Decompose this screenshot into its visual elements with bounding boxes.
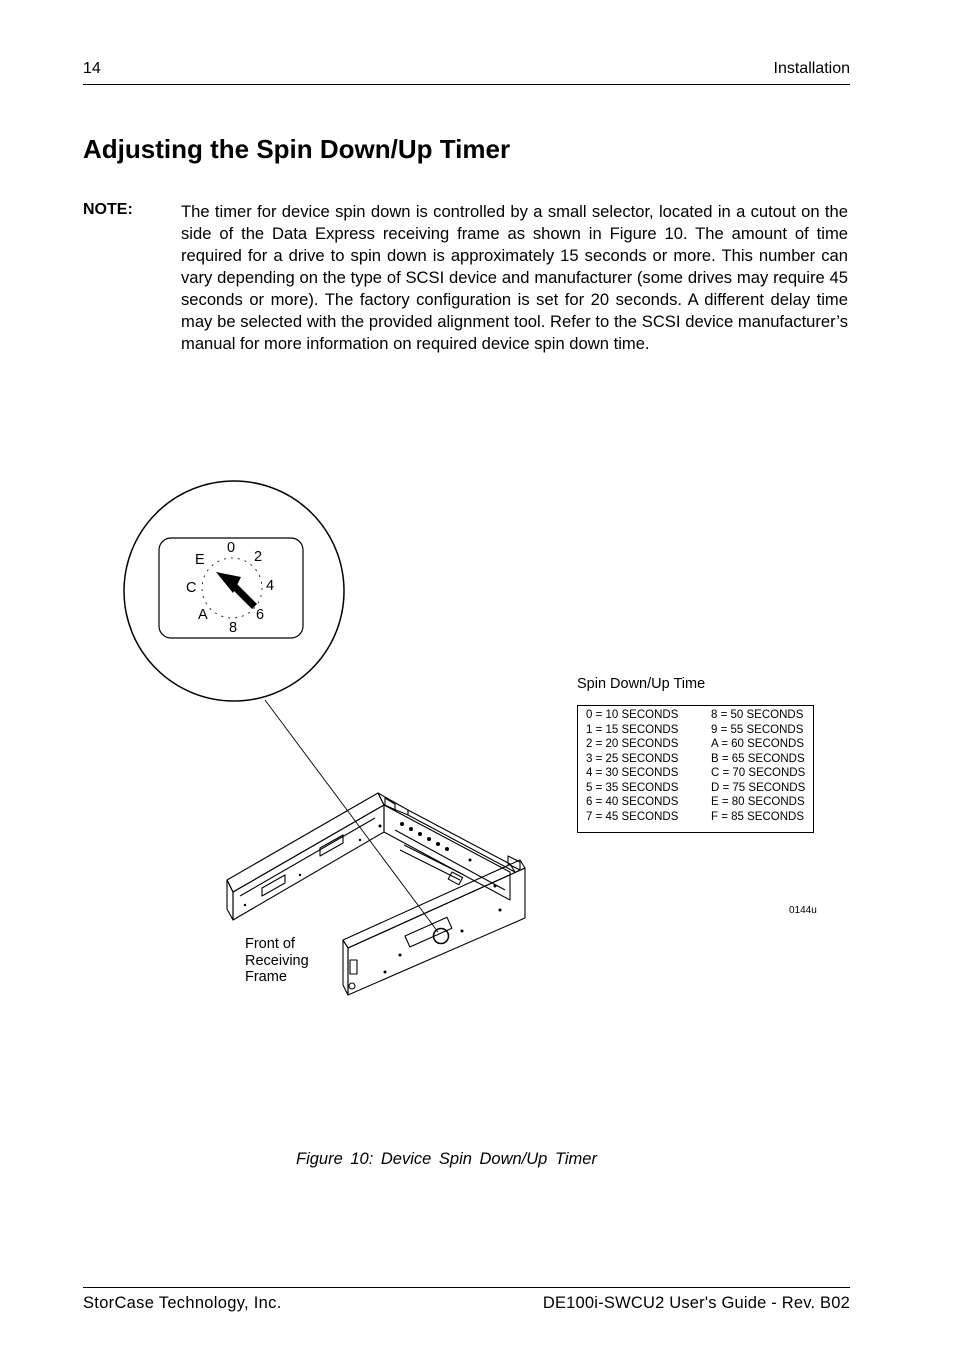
dial-label-2: 2 [254,549,263,565]
front-label-line: Front of [245,936,295,952]
footer-company: StorCase Technology, Inc. [83,1294,282,1312]
section-title: Installation [773,60,850,77]
table-row: 9 = 55 SECONDS [711,723,804,736]
dial-label-4: 4 [266,578,275,594]
table-row: F = 85 SECONDS [711,810,804,823]
dial-label-e: E [195,552,205,568]
table-row: 0 = 10 SECONDS [586,709,679,721]
note-text: The timer for device spin down is controlled by a small selector, located in a cutout on the side of the Data Express receiving frame as shown in Figure 10. The amount of time required for a drive to spin down is approximately 15 seconds or more. This number can vary depending on the type of SCSI device and manufacturer (some drives may require 45 seconds or more). The factory configuration is set for 20 seconds. A different delay time may be selected with the provided alignment tool. Refer to the SCSI device manufacturer’s manual for more information on required device spin down time. [181,202,848,353]
dial-label-c: C [186,580,197,596]
rotary-dial [202,558,262,618]
table-row: A = 60 SECONDS [711,738,804,750]
dial-label-0: 0 [227,540,236,556]
table-row: 2 = 20 SECONDS [586,738,679,750]
table-row: 3 = 25 SECONDS [586,752,679,765]
page-number: 14 [83,60,101,77]
footer-rule [83,1287,850,1288]
front-label-line: Receiving [245,952,309,969]
page-title: Adjusting the Spin Down/Up Timer [83,134,511,164]
table-row: 4 = 30 SECONDS [586,767,679,779]
table-row: 6 = 40 SECONDS [586,796,679,808]
front-of-frame-label [245,936,309,986]
table-row: 5 = 35 SECONDS [586,781,679,794]
table-row: 7 = 45 SECONDS [586,810,679,823]
front-label-line: Frame [245,969,287,985]
figure-caption: Figure 10: Device Spin Down/Up Timer [296,1150,597,1168]
dial-label-a: A [198,607,208,623]
table-title: Spin Down/Up Time [577,676,706,692]
table-row: 8 = 50 SECONDS [711,709,804,721]
footer-document: DE100i-SWCU2 User's Guide - Rev. B02 [542,1294,850,1312]
leader-line [265,700,438,932]
table-row: B = 65 SECONDS [711,752,805,765]
note-label: NOTE: [83,201,133,218]
table-row: E = 80 SECONDS [711,796,805,808]
dial-label-8: 8 [229,620,238,636]
table-row: C = 70 SECONDS [711,767,806,779]
table-column-right [711,708,805,824]
table-row: 1 = 15 SECONDS [586,723,679,736]
dial-label-6: 6 [256,607,265,623]
table-column-left [586,708,678,824]
figure-code: 0144u [789,905,817,916]
table-row: D = 75 SECONDS [711,781,806,794]
